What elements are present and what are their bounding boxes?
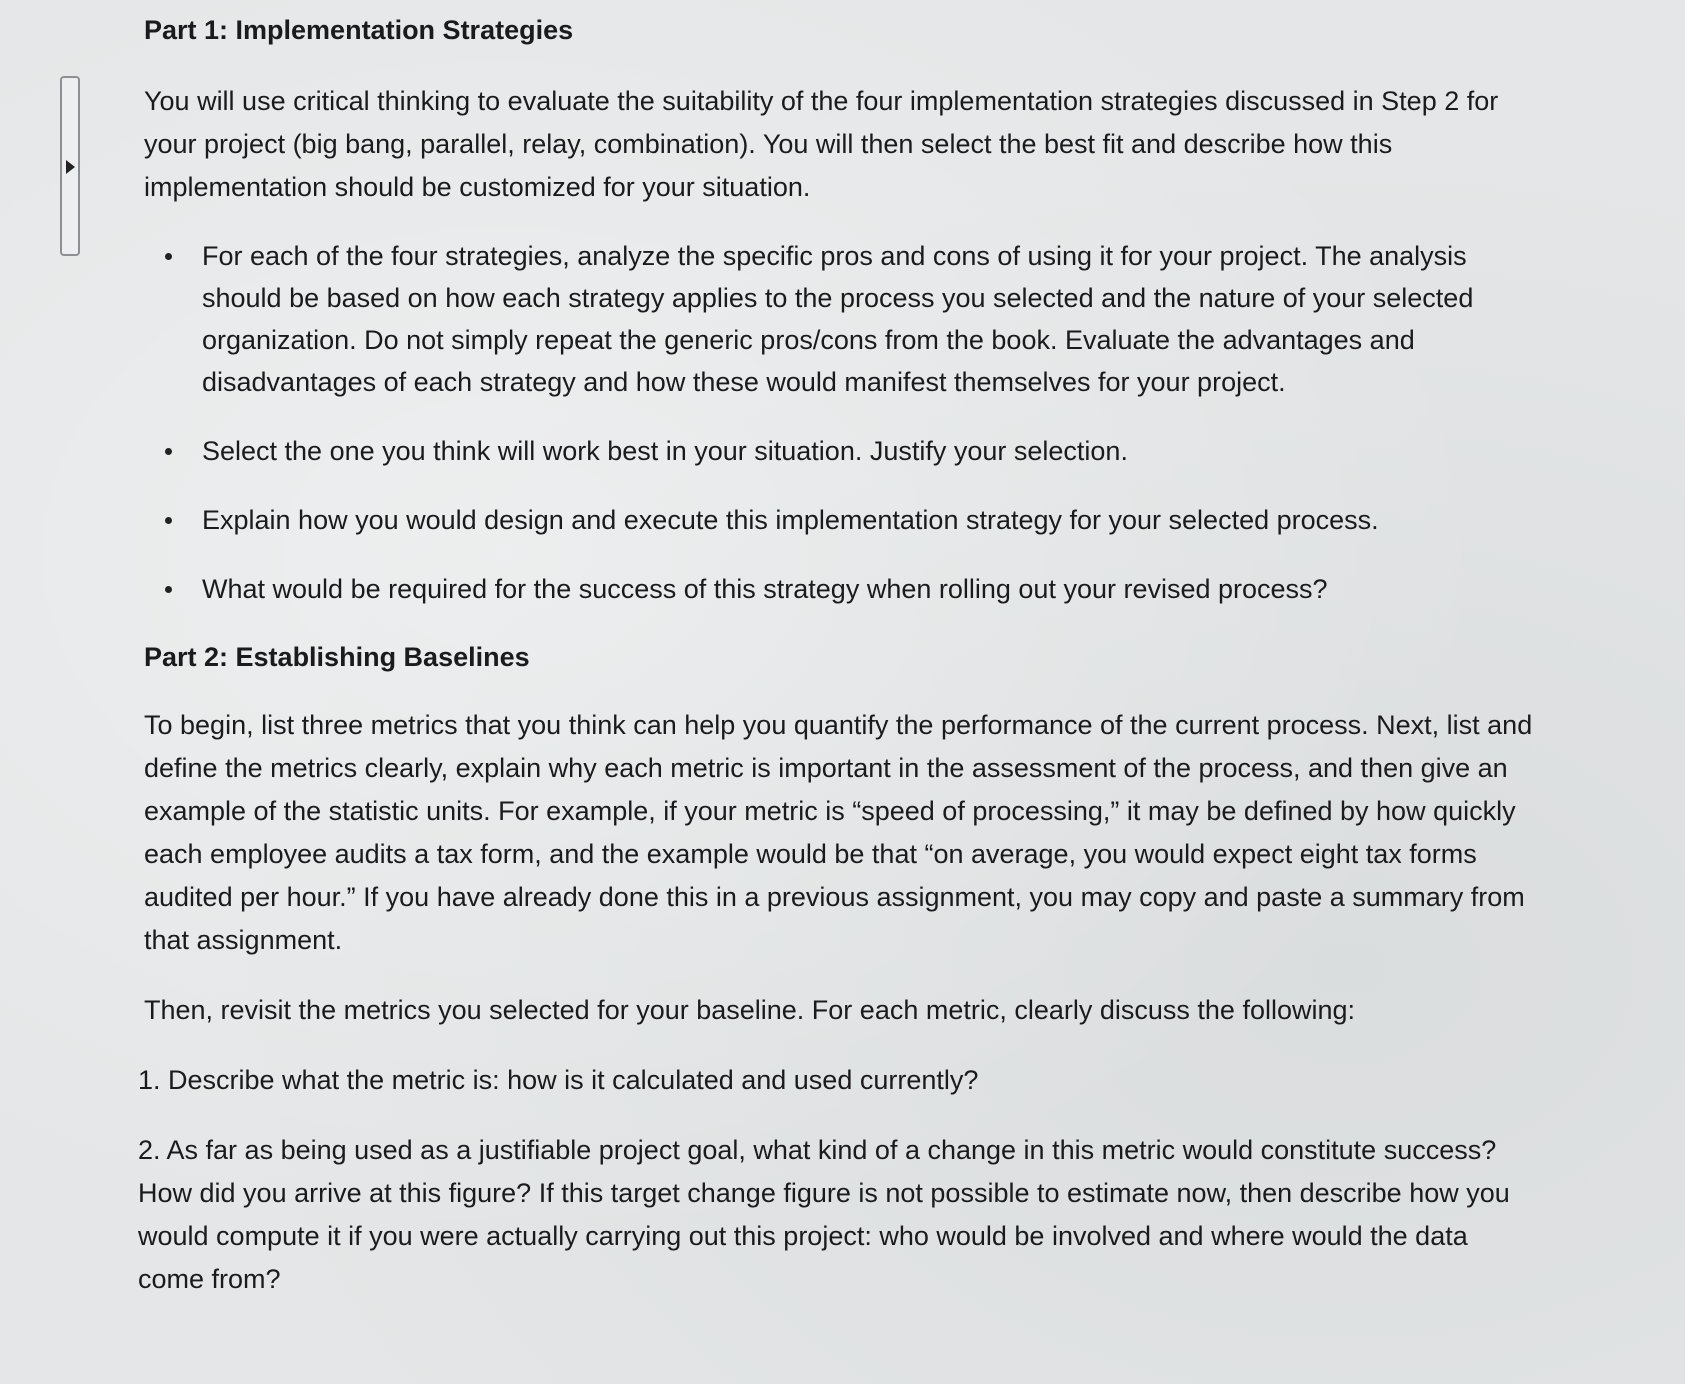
part2-intro: To begin, list three metrics that you think can help you quantify the performance of the current process. Next, list and define the metrics clearly, explain why each metric is important in the assessment of the process, and then give an example of the statistic units. For example, if your metric is “speed of processing,” it may be defined by how quickly each employee audits a tax form, and the example would be that “on average, you would expect eight tax forms audited per hour.” If you have already done this in a previous assignment, you may copy and paste a summary from that assignment. xyxy=(144,710,1533,955)
part1-heading: Part 1: Implementation Strategies xyxy=(144,15,574,45)
expand-arrow-icon[interactable] xyxy=(66,160,75,174)
part2-numbered-list xyxy=(138,1059,1534,1301)
list-item xyxy=(144,568,1534,610)
part1-intro: You will use critical thinking to evaluate the suitability of the four implementation strategies discussed in Step 2 for your project (big bang, parallel, relay, combination). You will then select the best fit and describe how this implementation should be customized for your situation. xyxy=(144,86,1499,202)
bullet-text: Select the one you think will work best in your situation. Justify your selection. xyxy=(202,436,1128,466)
bullet-dot xyxy=(165,517,172,524)
bullet-dot xyxy=(165,586,172,593)
collapse-handle[interactable] xyxy=(60,76,80,256)
bullet-text: Explain how you would design and execute this implementation strategy for your selected process. xyxy=(202,505,1379,535)
bullet-dot xyxy=(165,253,172,260)
bullet-text: What would be required for the success of this strategy when rolling out your revised process? xyxy=(202,574,1328,604)
part1-bullet-list xyxy=(144,235,1534,610)
bullet-text: For each of the four strategies, analyze the specific pros and cons of using it for your project. The analysis should be based on how each strategy applies to the process you selected and the nature of your selected organization. Do not simply repeat the generic pros/cons from the book. Evaluate the advantages and disadvantages of each strategy and how these would manifest themselves for your project. xyxy=(202,241,1474,397)
part2-heading: Part 2: Establishing Baselines xyxy=(144,642,530,672)
list-item: 1. Describe what the metric is: how is it calculated and used currently? xyxy=(138,1065,979,1095)
bullet-dot xyxy=(165,448,172,455)
content-area xyxy=(138,10,1534,1328)
list-item: 2. As far as being used as a justifiable project goal, what kind of a change in this metric would constitute success? How did you arrive at this figure? If this target change figure is not possible to estimate now, then describe how you would compute it if you were actually carrying out this project: who would be involved and where would the data come from? xyxy=(138,1135,1510,1294)
list-item xyxy=(144,499,1534,541)
list-item xyxy=(144,235,1534,403)
list-item xyxy=(144,430,1534,472)
part2-followup: Then, revisit the metrics you selected for your baseline. For each metric, clearly discuss the following: xyxy=(144,995,1356,1025)
